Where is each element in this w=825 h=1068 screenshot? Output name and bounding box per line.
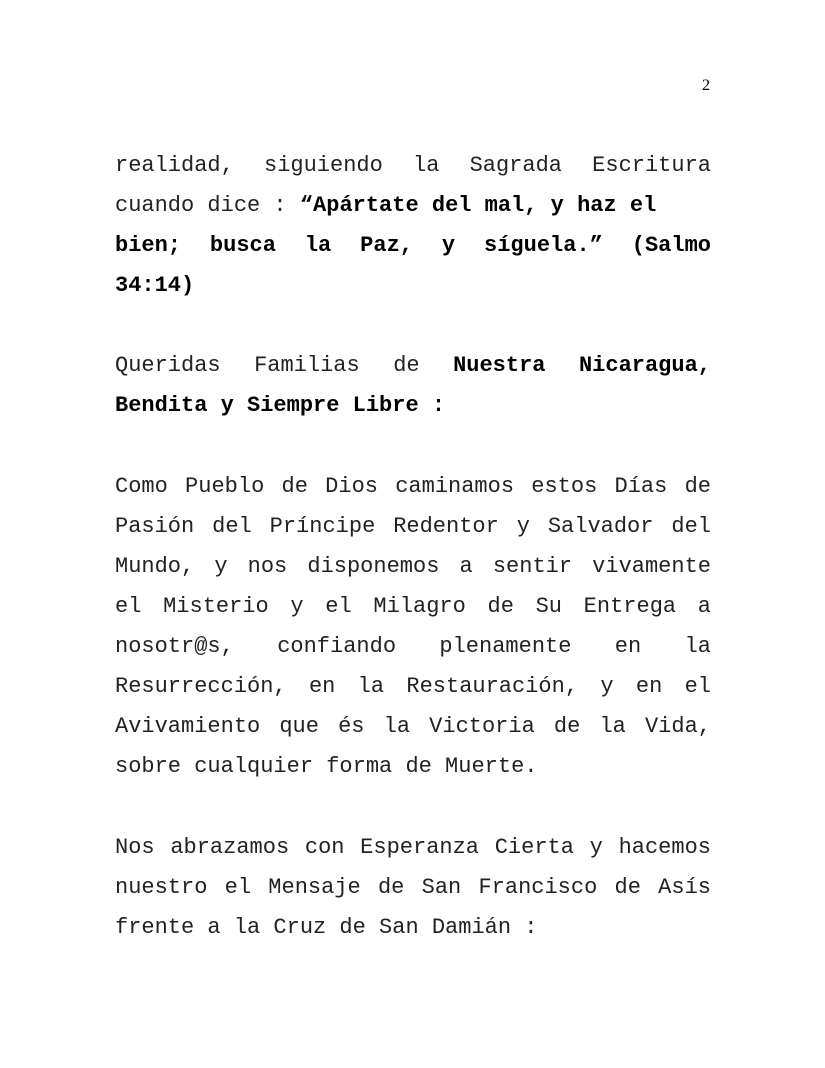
text-line: Nos abrazamos con Esperanza Cierta y hacemos [115, 835, 711, 860]
text-line: nuestro el Mensaje de San Francisco de Asís [115, 875, 711, 900]
text-line: nosotr@s, confiando plenamente en la [115, 634, 711, 659]
text-line: frente a la Cruz de San Damián : [115, 915, 538, 940]
paragraph-scripture [115, 146, 711, 306]
text-line: Mundo, y nos disponemos a sentir vivamente [115, 554, 711, 579]
bold-quote: “Apártate del mal, y haz el [299, 193, 657, 218]
text-span: cuando dice : [115, 193, 300, 218]
text-line: Avivamiento que és la Victoria de la Vida, [115, 714, 711, 739]
paragraph-greeting [115, 346, 711, 426]
text-line [115, 386, 711, 426]
text-line [115, 186, 711, 226]
text-line [115, 226, 711, 266]
text-line: Resurrección, en la Restauración, y en el [115, 674, 711, 699]
text-line [115, 266, 711, 306]
bold-text: Nuestra Nicaragua, [453, 353, 711, 378]
bold-text: Bendita y Siempre Libre : [115, 393, 446, 418]
paragraph-hope [115, 828, 711, 948]
text-line: el Misterio y el Milagro de Su Entrega a [115, 594, 711, 619]
text-line: Como Pueblo de Dios caminamos estos Días de [115, 474, 711, 499]
text-line: realidad, siguiendo la Sagrada Escritura [115, 153, 711, 178]
paragraph-passion [115, 467, 711, 787]
page-number: 2 [702, 77, 710, 94]
text-line: sobre cualquier forma de Muerte. [115, 754, 538, 779]
bold-reference: (Salmo [631, 233, 711, 258]
text-span: Queridas Familias de [115, 353, 454, 378]
bold-quote: bien; busca la Paz, y síguela.” [115, 233, 603, 258]
bold-reference: 34:14) [115, 273, 195, 298]
text-line: Pasión del Príncipe Redentor y Salvador del [115, 514, 711, 539]
text-line [115, 346, 711, 386]
